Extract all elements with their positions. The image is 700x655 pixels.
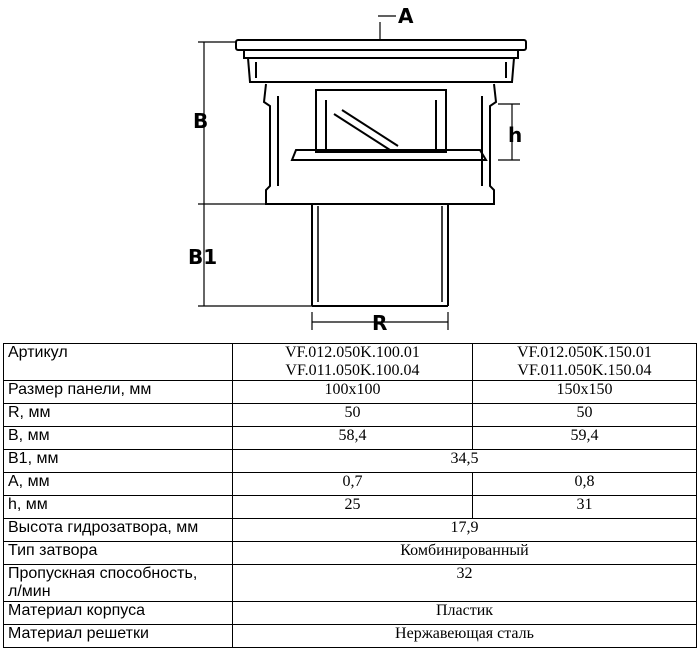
table-row (4, 404, 697, 427)
table-cell: 50 (473, 404, 697, 427)
table-cell-merged: 34,5 (233, 450, 697, 473)
dimension-a-label: A (398, 4, 414, 28)
table-row (4, 473, 697, 496)
table-cell: 31 (473, 496, 697, 519)
row-label: Артикул (4, 344, 233, 381)
table-row (4, 381, 697, 404)
row-label: A, мм (4, 473, 233, 496)
dimension-b-label: B (193, 109, 209, 133)
article-code: VF.012.050K.150.01 (517, 344, 652, 361)
table-row (4, 427, 697, 450)
table-row (4, 565, 697, 602)
table-cell: 150x150 (473, 381, 697, 404)
dimension-b1-label: B1 (188, 245, 218, 269)
grate-top (236, 40, 526, 50)
trap-insert (316, 90, 446, 152)
table-row (4, 542, 697, 565)
row-label: Размер панели, мм (4, 381, 233, 404)
table-row (4, 625, 697, 648)
row-label: h, мм (4, 496, 233, 519)
table-cell-merged: 17,9 (233, 519, 697, 542)
row-label (4, 565, 233, 602)
row-label: Материал решетки (4, 625, 233, 648)
row-label: Материал корпуса (4, 602, 233, 625)
table-row (4, 519, 697, 542)
row-label: B1, мм (4, 450, 233, 473)
table-cell: 100x100 (233, 381, 473, 404)
table-cell: 50 (233, 404, 473, 427)
specification-table (3, 343, 697, 648)
table-cell (473, 344, 697, 381)
row-label: B, мм (4, 427, 233, 450)
dimension-r-label: R (372, 311, 388, 335)
article-code: VF.012.050K.100.01 (285, 344, 420, 361)
grate-frame (244, 50, 518, 58)
table-row (4, 344, 697, 381)
dimension-h-label: h (508, 123, 523, 147)
table-cell: 25 (233, 496, 473, 519)
table-cell-merged: 32 (233, 565, 697, 602)
article-code: VF.011.050K.150.04 (517, 362, 652, 379)
article-code: VF.011.050K.100.04 (285, 362, 420, 379)
table-cell (233, 344, 473, 381)
table-cell: 0,8 (473, 473, 697, 496)
table-cell-merged: Нержавеющая сталь (233, 625, 697, 648)
table-row (4, 450, 697, 473)
table-cell: 59,4 (473, 427, 697, 450)
row-label: Высота гидрозатвора, мм (4, 519, 233, 542)
row-label-line: Пропускная способность, (8, 565, 198, 582)
table-cell-merged: Пластик (233, 602, 697, 625)
row-label: R, мм (4, 404, 233, 427)
row-label-line: л/мин (8, 583, 51, 600)
table-row (4, 496, 697, 519)
outlet-pipe (312, 204, 448, 306)
table-cell-merged: Комбинированный (233, 542, 697, 565)
table-cell: 0,7 (233, 473, 473, 496)
panel-frame (248, 58, 514, 82)
table-row (4, 602, 697, 625)
row-label: Тип затвора (4, 542, 233, 565)
table-cell: 58,4 (233, 427, 473, 450)
